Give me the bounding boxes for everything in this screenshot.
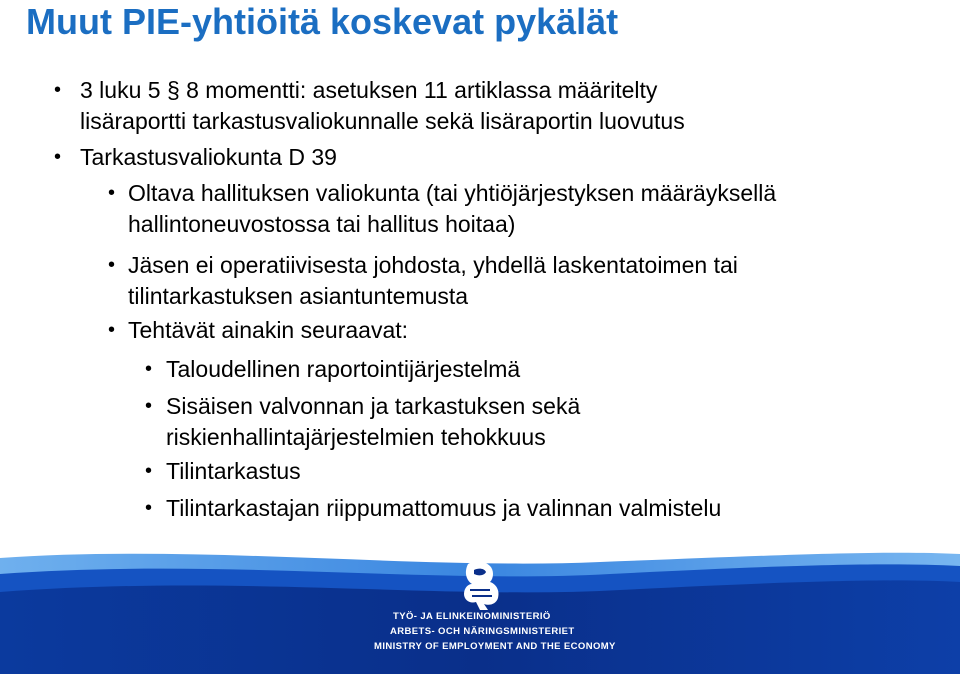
bullet-dot: • xyxy=(54,79,62,101)
bullet-text: Tarkastusvaliokunta D 39 xyxy=(80,144,337,170)
bullet-dot: • xyxy=(145,497,153,519)
bullet-text: lisäraportti tarkastusvaliokunnalle sekä lisäraportin luovutus xyxy=(80,108,685,134)
bullet-text: 3 luku 5 § 8 momentti: asetuksen 11 artiklassa määritelty xyxy=(80,77,658,103)
bullet-text: hallintoneuvostossa tai hallitus hoitaa) xyxy=(128,211,516,237)
ministry-name-fi: TYÖ- JA ELINKEINOMINISTERIÖ xyxy=(393,611,551,622)
bullet-text: Taloudellinen raportointijärjestelmä xyxy=(166,356,521,382)
bullet-text: riskienhallintajärjestelmien tehokkuus xyxy=(166,424,546,450)
bullet-dot: • xyxy=(145,460,153,482)
bullet-dot: • xyxy=(54,146,62,168)
bullet-dot: • xyxy=(108,319,116,341)
bullet-text: Oltava hallituksen valiokunta (tai yhtiöjärjestyksen määräyksellä xyxy=(128,180,777,206)
footer-banner xyxy=(0,548,960,674)
bullet-dot: • xyxy=(145,395,153,417)
bullet-text: Sisäisen valvonnan ja tarkastuksen sekä xyxy=(166,393,581,419)
bullet-dot: • xyxy=(145,358,153,380)
slide-title: Muut PIE-yhtiöitä koskevat pykälät xyxy=(26,1,619,42)
bullet-dot: • xyxy=(108,254,116,276)
bullet-text: Tilintarkastajan riippumattomuus ja valinnan valmistelu xyxy=(166,495,722,521)
bullet-dot: • xyxy=(108,182,116,204)
bullet-text: Tehtävät ainakin seuraavat: xyxy=(128,317,409,343)
ministry-name-en: MINISTRY OF EMPLOYMENT AND THE ECONOMY xyxy=(374,641,616,652)
bullet-text: Jäsen ei operatiivisesta johdosta, yhdellä laskentatoimen tai xyxy=(128,252,738,278)
bullet-text: Tilintarkastus xyxy=(166,458,301,484)
ministry-name-sv: ARBETS- OCH NÄRINGSMINISTERIET xyxy=(390,626,575,637)
bullet-text: tilintarkastuksen asiantuntemusta xyxy=(128,283,469,309)
